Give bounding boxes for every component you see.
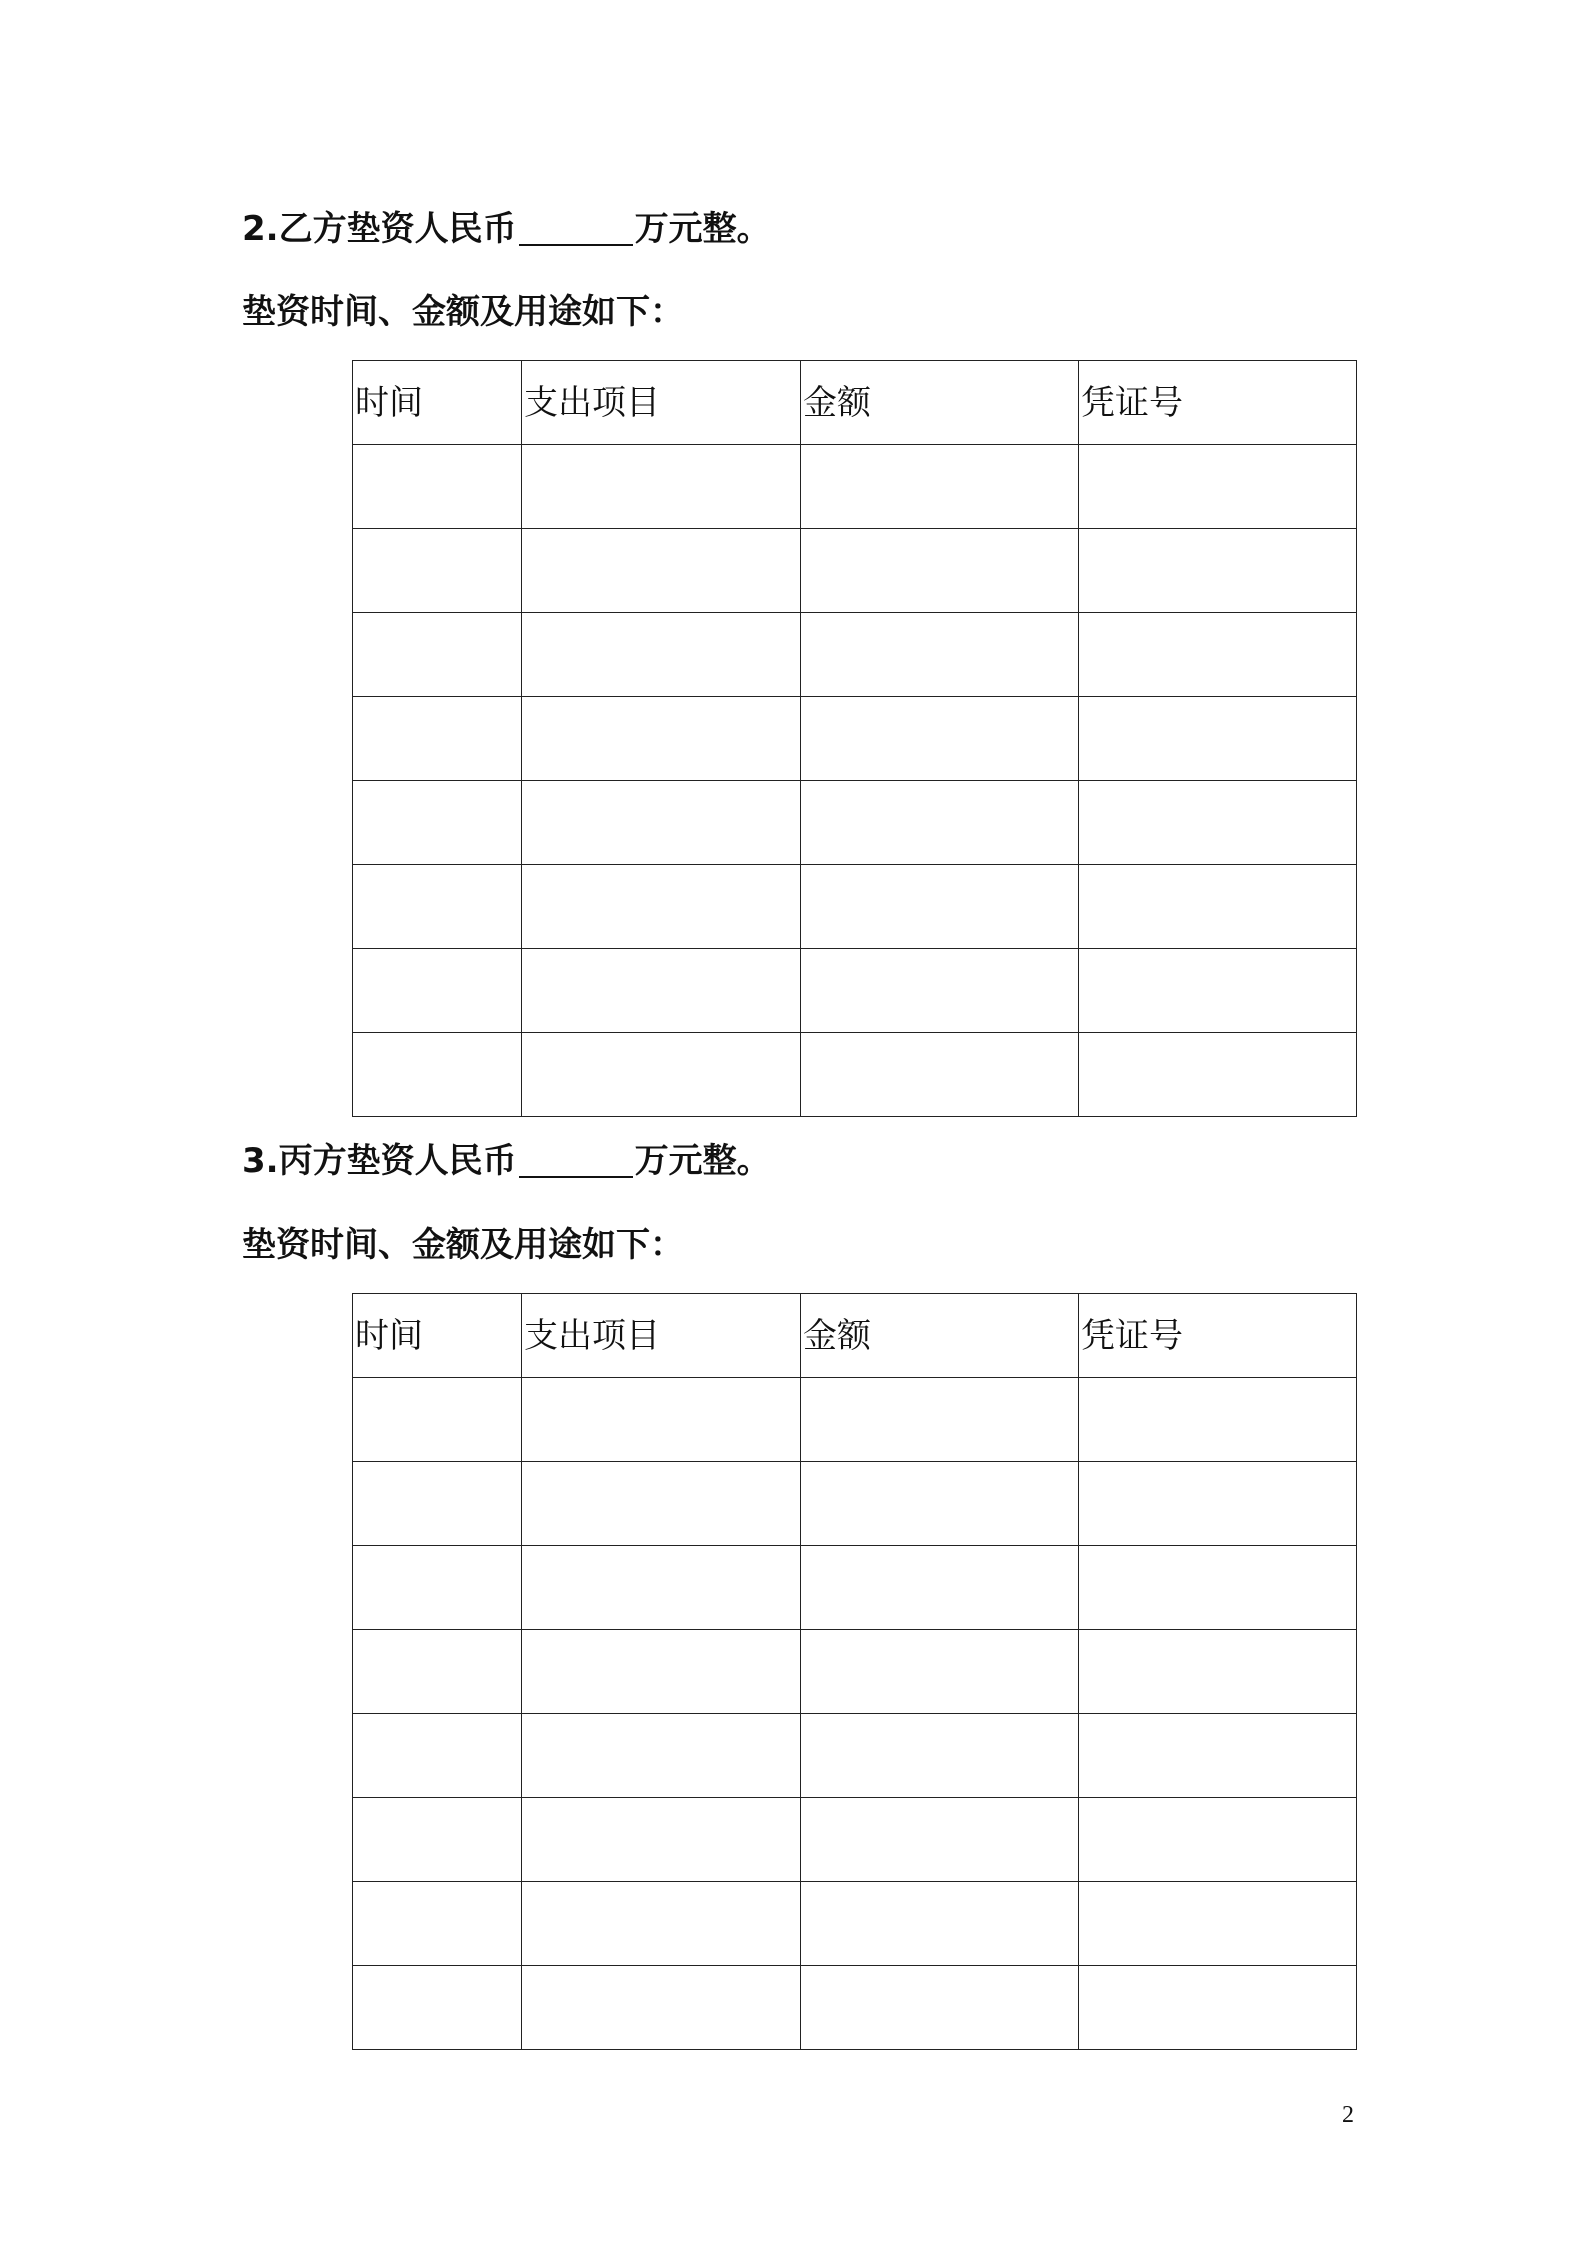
table-row bbox=[353, 1798, 1357, 1882]
cell-amount[interactable] bbox=[801, 613, 1079, 697]
header-expense-item: 支出项目 bbox=[522, 1294, 801, 1378]
cell-expense-item[interactable] bbox=[522, 1546, 801, 1630]
cell-voucher-number[interactable] bbox=[1079, 1798, 1357, 1882]
cell-time[interactable] bbox=[353, 1378, 522, 1462]
table-row bbox=[353, 1882, 1357, 1966]
header-expense-item: 支出项目 bbox=[522, 361, 801, 445]
cell-amount[interactable] bbox=[801, 529, 1079, 613]
cell-amount[interactable] bbox=[801, 445, 1079, 529]
cell-expense-item[interactable] bbox=[522, 1966, 801, 2050]
cell-time[interactable] bbox=[353, 1798, 522, 1882]
cell-time[interactable] bbox=[353, 1462, 522, 1546]
cell-voucher-number[interactable] bbox=[1079, 1546, 1357, 1630]
cell-amount[interactable] bbox=[801, 1798, 1079, 1882]
cell-voucher-number[interactable] bbox=[1079, 613, 1357, 697]
cell-amount[interactable] bbox=[801, 1714, 1079, 1798]
cell-expense-item[interactable] bbox=[522, 1033, 801, 1117]
cell-expense-item[interactable] bbox=[522, 1630, 801, 1714]
table-row bbox=[353, 1630, 1357, 1714]
cell-time[interactable] bbox=[353, 1546, 522, 1630]
table-row bbox=[353, 613, 1357, 697]
cell-time[interactable] bbox=[353, 781, 522, 865]
cell-amount[interactable] bbox=[801, 1546, 1079, 1630]
table-row bbox=[353, 1462, 1357, 1546]
cell-amount[interactable] bbox=[801, 1462, 1079, 1546]
cell-time[interactable] bbox=[353, 865, 522, 949]
section-2-prefix: 2.乙方垫资人民币 bbox=[242, 209, 517, 249]
cell-amount[interactable] bbox=[801, 865, 1079, 949]
table-row bbox=[353, 697, 1357, 781]
cell-voucher-number[interactable] bbox=[1079, 1882, 1357, 1966]
section-3-heading bbox=[242, 1141, 771, 1181]
cell-time[interactable] bbox=[353, 949, 522, 1033]
table-row bbox=[353, 865, 1357, 949]
cell-expense-item[interactable] bbox=[522, 865, 801, 949]
cell-expense-item[interactable] bbox=[522, 949, 801, 1033]
header-amount: 金额 bbox=[801, 1294, 1079, 1378]
table-row bbox=[353, 1546, 1357, 1630]
cell-amount[interactable] bbox=[801, 1378, 1079, 1462]
table-header-row bbox=[353, 361, 1357, 445]
cell-voucher-number[interactable] bbox=[1079, 1966, 1357, 2050]
cell-expense-item[interactable] bbox=[522, 445, 801, 529]
section-3-prefix: 3.丙方垫资人民币 bbox=[242, 1141, 517, 1181]
cell-amount[interactable] bbox=[801, 1882, 1079, 1966]
cell-voucher-number[interactable] bbox=[1079, 1033, 1357, 1117]
section-3-suffix: 万元整。 bbox=[634, 1141, 771, 1181]
cell-amount[interactable] bbox=[801, 1033, 1079, 1117]
cell-voucher-number[interactable] bbox=[1079, 1462, 1357, 1546]
cell-expense-item[interactable] bbox=[522, 613, 801, 697]
cell-amount[interactable] bbox=[801, 697, 1079, 781]
cell-voucher-number[interactable] bbox=[1079, 1630, 1357, 1714]
cell-expense-item[interactable] bbox=[522, 529, 801, 613]
cell-time[interactable] bbox=[353, 1714, 522, 1798]
cell-time[interactable] bbox=[353, 697, 522, 781]
cell-time[interactable] bbox=[353, 445, 522, 529]
cell-amount[interactable] bbox=[801, 1966, 1079, 2050]
section-2-amount-blank[interactable] bbox=[519, 210, 633, 246]
header-amount: 金额 bbox=[801, 361, 1079, 445]
table-row bbox=[353, 1033, 1357, 1117]
table-row bbox=[353, 781, 1357, 865]
section-2-subheading: 垫资时间、金额及用途如下： bbox=[242, 292, 684, 332]
cell-time[interactable] bbox=[353, 1033, 522, 1117]
table-row bbox=[353, 445, 1357, 529]
cell-amount[interactable] bbox=[801, 1630, 1079, 1714]
cell-voucher-number[interactable] bbox=[1079, 781, 1357, 865]
section-3-subheading: 垫资时间、金额及用途如下： bbox=[242, 1225, 684, 1265]
cell-time[interactable] bbox=[353, 1882, 522, 1966]
cell-expense-item[interactable] bbox=[522, 1798, 801, 1882]
cell-time[interactable] bbox=[353, 613, 522, 697]
header-time: 时间 bbox=[353, 361, 522, 445]
table-header-row bbox=[353, 1294, 1357, 1378]
table-row bbox=[353, 1378, 1357, 1462]
cell-expense-item[interactable] bbox=[522, 1462, 801, 1546]
table-row bbox=[353, 1966, 1357, 2050]
cell-amount[interactable] bbox=[801, 781, 1079, 865]
section-2-table bbox=[352, 360, 1357, 1117]
cell-expense-item[interactable] bbox=[522, 1714, 801, 1798]
cell-voucher-number[interactable] bbox=[1079, 1714, 1357, 1798]
cell-expense-item[interactable] bbox=[522, 1882, 801, 1966]
header-time: 时间 bbox=[353, 1294, 522, 1378]
section-2-suffix: 万元整。 bbox=[634, 209, 771, 249]
cell-time[interactable] bbox=[353, 1630, 522, 1714]
cell-expense-item[interactable] bbox=[522, 1378, 801, 1462]
cell-expense-item[interactable] bbox=[522, 697, 801, 781]
header-voucher-number: 凭证号 bbox=[1079, 1294, 1357, 1378]
section-2-heading bbox=[242, 209, 771, 249]
cell-voucher-number[interactable] bbox=[1079, 697, 1357, 781]
cell-time[interactable] bbox=[353, 529, 522, 613]
section-3-amount-blank[interactable] bbox=[519, 1142, 633, 1178]
cell-voucher-number[interactable] bbox=[1079, 1378, 1357, 1462]
cell-expense-item[interactable] bbox=[522, 781, 801, 865]
table-row bbox=[353, 1714, 1357, 1798]
page-number: 2 bbox=[1342, 2102, 1354, 2128]
table-row bbox=[353, 949, 1357, 1033]
header-voucher-number: 凭证号 bbox=[1079, 361, 1357, 445]
cell-time[interactable] bbox=[353, 1966, 522, 2050]
table-row bbox=[353, 529, 1357, 613]
cell-voucher-number[interactable] bbox=[1079, 865, 1357, 949]
cell-amount[interactable] bbox=[801, 949, 1079, 1033]
cell-voucher-number[interactable] bbox=[1079, 529, 1357, 613]
section-3-table bbox=[352, 1293, 1357, 2050]
cell-voucher-number[interactable] bbox=[1079, 445, 1357, 529]
cell-voucher-number[interactable] bbox=[1079, 949, 1357, 1033]
